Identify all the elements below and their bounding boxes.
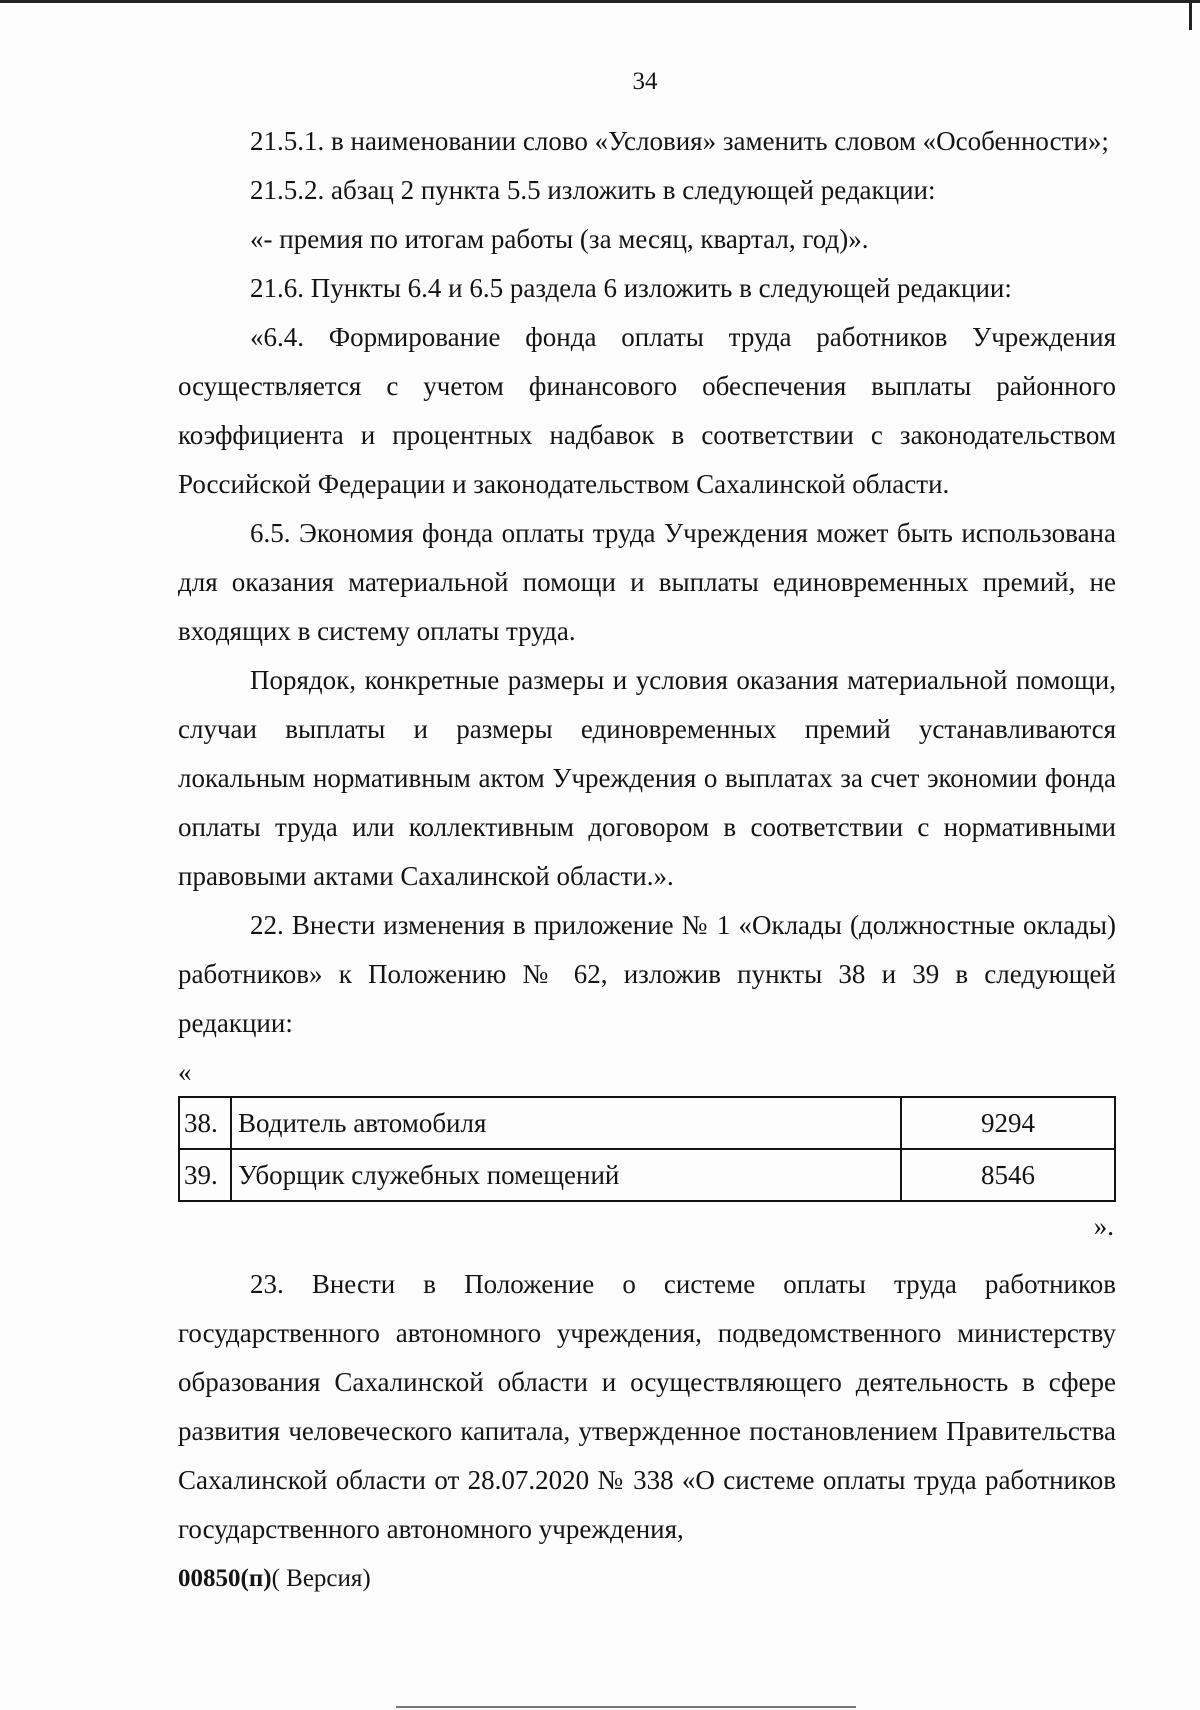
spacer (178, 1246, 1116, 1260)
paragraph-6-4: «6.4. Формирование фонда оплаты труда работников Учреждения осуществляется с учетом финансового обеспечения выплаты районного коэффициента и процентных надбавок в соответствии с законодательством Российской Федерации и законодательством Сахалинской области. (178, 322, 1116, 499)
paragraph-23: 23. Внести в Положение о системе оплаты труда работников государственного автономного учреждения, подведомственного министерству образования Сахалинской области и осуществляющего деятельность в сфере развития человеческого капитала, утвержденное постановлением Правительства Сахалинской области от 28.07.2020 № 338 «О системе оплаты труда работников государственного автономного учреждения, (178, 1269, 1116, 1544)
corner-mark (1189, 0, 1192, 30)
paragraph-21-6: 21.6. Пункты 6.4 и 6.5 раздела 6 изложить в следующей редакции: (250, 273, 1012, 303)
paragraph-procedure: Порядок, конкретные размеры и условия оказания материальной помощи, случаи выплаты и размеры единовременных премий устанавливаются локальным нормативным актом Учреждения о выплатах за счет экономии фонда оплаты труда или коллективным договором в соответствии с нормативными правовыми актами Сахалинской области.». (178, 665, 1116, 891)
position-name: Уборщик служебных помещений (231, 1149, 901, 1201)
paragraph-premium-quote: «- премия по итогам работы (за месяц, квартал, год)». (250, 224, 869, 254)
document-code: 00850(п) (178, 1565, 272, 1592)
position-name: Водитель автомобиля (231, 1097, 901, 1149)
paragraph-6-5: 6.5. Экономия фонда оплаты труда Учреждения может быть использована для оказания материальной помощи и выплаты единовременных премий, не входящих в систему оплаты труда. (178, 518, 1116, 646)
paragraph-21-5-1: 21.5.1. в наименовании слово «Условия» заменить словом «Особенности»; (250, 126, 1109, 156)
top-edge-line (0, 0, 1200, 3)
table-row (179, 1149, 1115, 1201)
salary-value: 8546 (901, 1149, 1115, 1201)
table-row (179, 1097, 1115, 1149)
row-number: 39. (179, 1149, 231, 1201)
document-body (178, 117, 1116, 1603)
document-version: ( Версия) (271, 1565, 371, 1592)
row-number: 38. (179, 1097, 231, 1149)
document-footer (178, 1554, 1116, 1603)
salary-table-wrapper (178, 1096, 1116, 1202)
page-number: 34 (632, 68, 658, 95)
salary-table (178, 1096, 1116, 1202)
table-close-quote: ». (1093, 1211, 1114, 1241)
paragraph-22: 22. Внести изменения в приложение № 1 «Оклады (должностные оклады) работников» к Положению № 62, изложив пункты 38 и 39 в следующей редакции: (178, 910, 1116, 1038)
bottom-edge-line (396, 1706, 856, 1708)
salary-value: 9294 (901, 1097, 1115, 1149)
paragraph-21-5-2: 21.5.2. абзац 2 пункта 5.5 изложить в следующей редакции: (250, 175, 936, 205)
table-open-quote: « (178, 1057, 192, 1087)
